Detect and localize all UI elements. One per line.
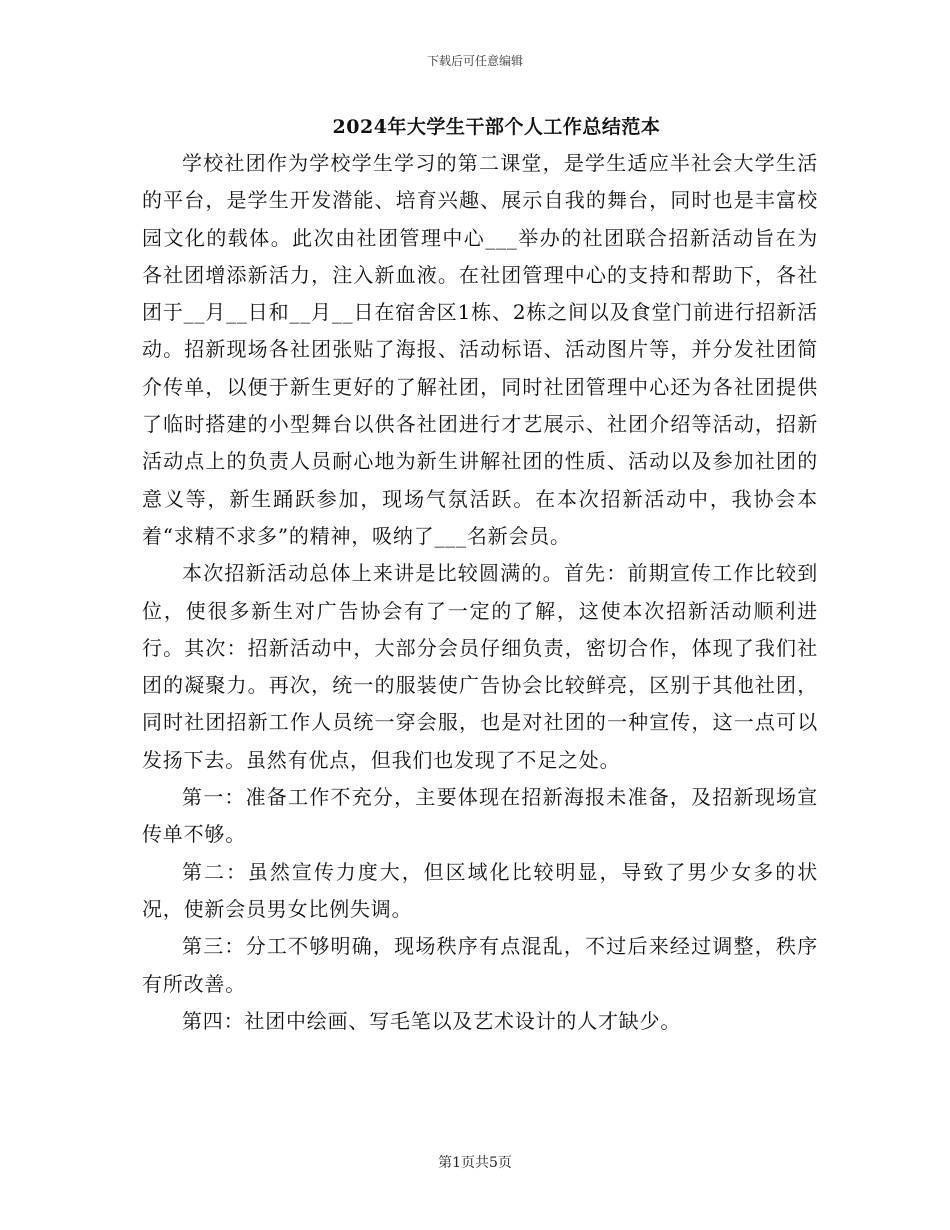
- paragraph-6: 第四：社团中绘画、写毛笔以及艺术设计的人才缺少。: [182, 1008, 682, 1033]
- document-title: 2024年大学生干部个人工作总结范本: [332, 116, 661, 138]
- paragraph-1: 学校社团作为学校学生学习的第二课堂，是学生适应半社会大学生活的平台，是学生开发潜能、培育兴趣、展示自我的舞台，同时也是丰富校园文化的载体。此次由社团管理中心___举办的社团联合招新活动旨在为各社团增添新活力，注入新血液。在社团管理中心的支持和帮助下，各社团于__月__日和__月__日在宿舍区1栋、2栋之间以及食堂门前进行招新活动。招新现场各社团张贴了海报、活动标语、活动图片等，并分发社团简介传单，以便于新生更好的了解社团，同时社团管理中心还为各社团提供了临时搭建的小型舞台以供各社团进行才艺展示、社团介绍等活动，招新活动点上的负责人员耐心地为新生讲解社团的性质、活动以及参加社团的意义等，新生踊跃参加，现场气氛活跃。在本次招新活动中，我协会本着“求精不求多”的精神，吸纳了___名新会员。: [142, 151, 818, 548]
- paragraph-2: 本次招新活动总体上来讲是比较圆满的。首先：前期宣传工作比较到位，使很多新生对广告协会有了一定的了解，这使本次招新活动顺利进行。其次：招新活动中，大部分会员仔细负责，密切合作，体现了我们社团的凝聚力。再次，统一的服装使广告协会比较鲜亮，区别于其他社团，同时社团招新工作人员统一穿会服，也是对社团的一种宣传，这一点可以发扬下去。虽然有优点，但我们也发现了不足之处。: [142, 561, 818, 772]
- paragraph-5: 第三：分工不够明确，现场秩序有点混乱，不过后来经过调整，秩序有所改善。: [142, 934, 818, 996]
- paragraph-3: 第一：准备工作不充分，主要体现在招新海报未准备，及招新现场宣传单不够。: [142, 785, 818, 847]
- header-note: 下载后可任意编辑: [426, 54, 523, 68]
- paragraph-4: 第二：虽然宣传力度大，但区域化比较明显，导致了男少女多的状况，使新会员男女比例失调。: [142, 859, 818, 921]
- document-body: [142, 145, 818, 1040]
- page-number: 第1页共5页: [438, 1155, 512, 1171]
